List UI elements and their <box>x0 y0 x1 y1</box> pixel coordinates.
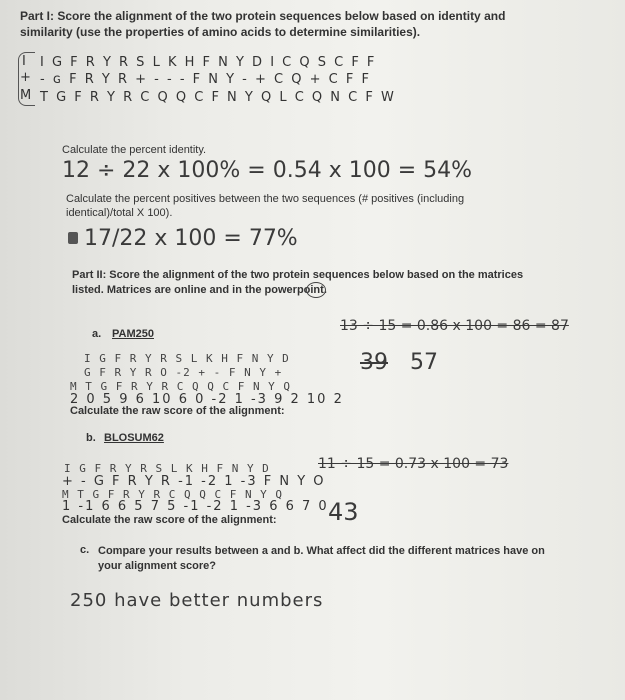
section-b-label: b. <box>86 432 96 444</box>
part2-heading: Part II: Score the alignment of the two protein sequences below based on the matrices listed. Matrices are online and in the powerpoint. <box>72 269 524 296</box>
part1-seq2: T G F R Y R C Q Q C F N Y Q L C Q N C F W <box>40 90 396 105</box>
section-a-seq1: I G F R Y R S L K H F N Y D <box>84 352 290 365</box>
part1-left-mark-3: M <box>20 88 34 103</box>
part1-left-mark-2: + <box>20 70 33 85</box>
section-a-prompt: Calculate the raw score of the alignment: <box>70 405 285 417</box>
section-b-answer: 43 <box>328 498 359 526</box>
section-a-matrix: PAM250 <box>112 328 154 340</box>
part1-seq1: I G F R Y R S L K H F N Y D I C Q S C F F <box>40 55 377 70</box>
section-a-match-line: G F R Y R O -2 + - F N Y + <box>84 366 283 379</box>
section-c-answer: 250 have better numbers <box>70 590 324 611</box>
section-a-side-calc: 13 ÷ 15 = 0.86 x 100 = 86 = 87 <box>340 318 569 334</box>
scribble-mark <box>68 232 78 244</box>
section-b-seq1: I G F R Y R S L K H F N Y D <box>64 462 270 475</box>
section-a-answer-crossed: 39 <box>360 350 388 375</box>
section-b-seq2: M T G F R Y R C Q Q C F N Y Q <box>62 488 284 501</box>
section-c-question: Compare your results between a and b. What affect did the different matrices have on your alignment score? <box>98 545 545 572</box>
section-b-match-line: + - G F R Y R -1 -2 1 -3 F N Y O <box>62 474 326 489</box>
section-a-label: a. <box>92 328 102 340</box>
part1-heading: Part I: Score the alignment of the two protein sequences below based on identity and similarity (use the properties of amino acids to determine similarities). <box>20 9 506 39</box>
positives-question: Calculate the percent positives between the two sequences (# positives (including identical)/total X 100). <box>66 193 465 219</box>
positives-answer: 17/22 x 100 = 77% <box>84 226 298 251</box>
identity-question: Calculate the percent identity. <box>62 144 207 156</box>
section-b-matrix: BLOSUM62 <box>104 432 164 444</box>
section-b-scores: 1 -1 6 6 5 7 5 -1 -2 1 -3 6 6 7 0 <box>62 499 329 514</box>
left-bracket <box>18 52 35 106</box>
scribble-circle <box>306 282 326 298</box>
section-a-seq2: M T G F R Y R C Q Q C F N Y Q <box>70 380 292 393</box>
section-a-scores: 2 0 5 9 6 10 6 0 -2 1 -3 9 2 10 2 <box>70 392 344 407</box>
section-c-label: c. <box>80 544 90 556</box>
identity-answer: 12 ÷ 22 x 100% = 0.54 x 100 = 54% <box>62 158 473 183</box>
section-b-side-calc: 11 ÷ 15 = 0.73 x 100 = 73 <box>318 456 509 472</box>
section-a-answer: 57 <box>410 350 438 375</box>
part1-left-mark-1: I <box>22 54 28 69</box>
part1-match-line: - ɢ F R Y R + - - - F N Y - + C Q + C F F <box>40 72 371 87</box>
section-b-prompt: Calculate the raw score of the alignment: <box>62 514 277 526</box>
